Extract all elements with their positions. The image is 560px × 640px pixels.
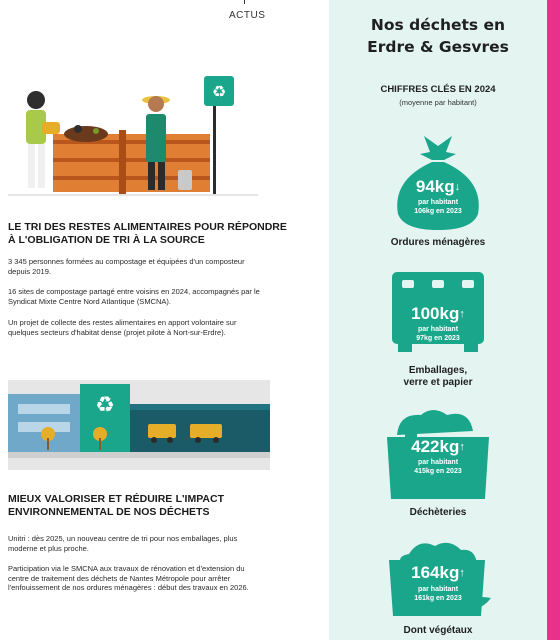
panel-title-line2: Erdre & Gesvres [367, 38, 509, 56]
section2-paragraph-1: Unitri : dès 2025, un nouveau centre de tri pour nos emballages, plus moderne et plus proche. [8, 534, 238, 553]
key-figures-panel [329, 0, 547, 640]
svg-text:♻: ♻ [95, 393, 115, 418]
section-label: ACTUS [229, 10, 266, 21]
accent-stripe [547, 0, 560, 640]
section1-title-line2: À L'OBLIGATION DE TRI À LA SOURCE [8, 234, 205, 246]
key-figures-heading: CHIFFRES CLÉS EN 2024 [380, 84, 496, 95]
svg-text:♻: ♻ [211, 82, 227, 101]
section1-paragraph-2: 16 sites de compostage partagé entre voisins en 2024, accompagnés par le Syndicat Mixte Centre Nord Atlantique (SMCNA). [8, 287, 260, 306]
section2-paragraph-2: Participation via le SMCNA aux travaux de rénovation et d'extension du centre de traitement des déchets de Nantes Métropole pour arrêter l'enfouissement de nos ordures ménagères : début des travaux en 2026. [8, 564, 249, 592]
stat2-label-line2: verre et papier [403, 377, 473, 388]
section2-title [8, 493, 224, 519]
arrow-down-icon: ↓ [454, 181, 461, 193]
stat1-previous: 106kg en 2023 [414, 208, 462, 215]
stat3-per: par habitant [417, 459, 459, 466]
composting-illustration [8, 74, 258, 206]
stat1-details [329, 198, 547, 216]
section1-title [8, 221, 287, 247]
stat4-value-text: 164kg [411, 563, 460, 582]
section1-paragraph-3: Un projet de collecte des restes alimentaires en apport volontaire sur quelques secteurs d'habitat dense (projet pilote à Nort-sur-Erdre). [8, 318, 237, 337]
stat1-value [329, 177, 547, 197]
divider [244, 0, 245, 4]
stat3-details [329, 458, 547, 476]
stat2-details [329, 325, 547, 343]
stat2-label [329, 365, 547, 389]
stat2-label-line1: Emballages, [408, 365, 468, 376]
arrow-up-icon: ↑ [459, 308, 465, 320]
stat4-per: par habitant [417, 586, 459, 593]
stat2-value-text: 100kg [411, 304, 460, 323]
stat1-label: Ordures ménagères [390, 237, 486, 248]
stat1-per: par habitant [417, 199, 459, 206]
stat2-value [329, 304, 547, 324]
stat2-per: par habitant [417, 326, 459, 333]
stat4-previous: 161kg en 2023 [414, 595, 462, 602]
section2-title-line1: MIEUX VALORISER ET RÉDUIRE L'IMPACT [8, 493, 224, 505]
arrow-up-icon: ↑ [459, 441, 465, 453]
section1-paragraph-1: 3 345 personnes formées au compostage et équipées d'un composteur depuis 2019. [8, 257, 245, 276]
panel-title-line1: Nos déchets en [370, 16, 506, 34]
section1-title-line1: LE TRI DES RESTES ALIMENTAIRES POUR RÉPONDRE [8, 221, 287, 233]
section2-title-line2: ENVIRONNEMENTAL DE NOS DÉCHETS [8, 506, 210, 518]
stat3-label: Déchèteries [409, 507, 467, 518]
stat1-value-text: 94kg [415, 177, 455, 196]
per-person-note: (moyenne par habitant) [399, 98, 477, 107]
stat2-previous: 97kg en 2023 [416, 335, 460, 342]
arrow-up-icon: ↑ [459, 567, 465, 579]
stat3-value [329, 437, 547, 457]
stat3-value-text: 422kg [411, 437, 460, 456]
panel-title [329, 14, 547, 58]
stat4-value [329, 563, 547, 583]
stat3-previous: 415kg en 2023 [414, 468, 462, 475]
stat4-details [329, 585, 547, 603]
sorting-centre-illustration [8, 380, 270, 470]
stat4-label: Dont végétaux [403, 625, 473, 636]
